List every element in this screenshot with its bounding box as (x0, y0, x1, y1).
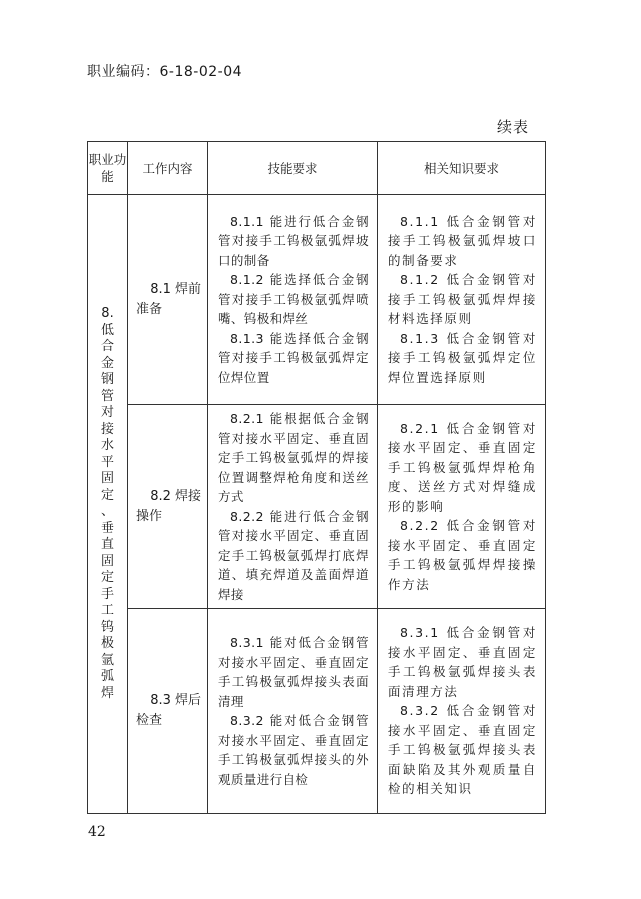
function-char: 水 (100, 438, 114, 453)
skill-cell (208, 195, 378, 405)
function-char: 接 (100, 421, 114, 437)
function-char: 钨 (100, 619, 114, 635)
occupation-code: 职业编码：6-18-02-04 (87, 64, 243, 80)
header-knowledge: 相关知识要求 (378, 142, 546, 195)
function-char: 工 (100, 603, 114, 618)
task-title-cont: 检查 (136, 713, 163, 728)
function-char: 低 (100, 322, 114, 338)
function-number: 8. (101, 306, 114, 321)
function-char: 直 (100, 537, 114, 552)
knowledge-item: 8.1.2 低合金钢管对接手工钨极氩弧焊焊接材料选择原则 (388, 272, 537, 327)
skill-item: 8.2.2 能进行低合金钢管对接水平固定、垂直固定手工钨极氩弧焊打底焊道、填充焊道及盖面焊道焊接 (218, 508, 369, 602)
function-char: 固 (100, 553, 114, 569)
table-row (88, 609, 546, 814)
function-char: 钢 (100, 372, 114, 387)
knowledge-cell (378, 609, 546, 814)
function-char: 平 (100, 454, 114, 470)
task-cell (128, 195, 208, 405)
function-char: 合 (100, 339, 114, 354)
skill-item: 8.3.2 能对低合金钢管对接水平固定、垂直固定手工钨极氩弧焊接头的外观质量进行自检 (218, 713, 369, 787)
skill-cell (208, 405, 378, 609)
knowledge-item: 8.2.2 低合金钢管对接水平固定、垂直固定手工钨极氩弧焊焊接操作方法 (388, 518, 537, 592)
function-char: 金 (100, 355, 114, 371)
skills-table (87, 141, 546, 814)
task-cell (128, 405, 208, 609)
knowledge-cell (378, 405, 546, 609)
function-char: 、 (100, 504, 114, 519)
task-title-cont: 准备 (136, 301, 163, 317)
continued-label: 续表 (497, 118, 530, 136)
skill-item: 8.3.1 能对低合金钢管对接水平固定、垂直固定手工钨极氩弧焊接头表面清理 (218, 635, 369, 709)
task-title: 8.3 焊后 (150, 693, 201, 708)
skill-item: 8.1.1 能进行低合金钢管对接手工钨极氩弧焊坡口的制备 (218, 213, 369, 268)
function-cell (88, 195, 128, 814)
header-function: 职业功能 (88, 142, 128, 195)
function-char: 手 (100, 586, 114, 602)
function-char: 垂 (100, 520, 114, 536)
skill-item: 8.1.3 能选择低合金钢管对接手工钨极氩弧焊定位焊位置 (218, 330, 369, 385)
function-char: 对 (100, 405, 114, 420)
function-char: 固 (100, 471, 114, 486)
table-header-row (88, 142, 546, 195)
knowledge-item: 8.3.1 低合金钢管对接水平固定、垂直固定手工钨极氩弧焊接头表面清理方法 (388, 625, 537, 699)
header-skill: 技能要求 (208, 142, 378, 195)
task-title-cont: 操作 (136, 508, 163, 524)
task-cell (128, 609, 208, 814)
function-char: 焊 (100, 685, 114, 701)
skill-cell (208, 609, 378, 814)
knowledge-item: 8.1.3 低合金钢管对接手工钨极氩弧焊定位焊位置选择原则 (388, 330, 537, 385)
skill-item: 8.1.2 能选择低合金钢管对接手工钨极氩弧焊喷嘴、钨极和焊丝 (218, 272, 369, 327)
header-task: 工作内容 (128, 142, 208, 195)
knowledge-item: 8.3.2 低合金钢管对接水平固定、垂直固定手工钨极氩弧焊接头表面缺陷及其外观质量自检的相关知识 (388, 703, 537, 797)
knowledge-item: 8.2.1 低合金钢管对接水平固定、垂直固定手工钨极氩弧焊焊枪角度、送丝方式对焊缝成形的影响 (388, 420, 537, 514)
task-title: 8.1 焊前 (150, 281, 201, 297)
function-char: 定 (100, 570, 114, 585)
function-char: 定 (100, 487, 114, 503)
task-title: 8.2 焊接 (150, 488, 201, 504)
function-char: 弧 (100, 669, 114, 684)
page-number: 42 (88, 824, 106, 840)
knowledge-item: 8.1.1 低合金钢管对接手工钨极氩弧焊坡口的制备要求 (388, 213, 537, 268)
skill-item: 8.2.1 能根据低合金钢管对接水平固定、垂直固定手工钨极氩弧焊的焊接位置调整焊枪角度和送丝方式 (218, 411, 369, 504)
function-char: 氩 (100, 652, 114, 668)
table-row (88, 195, 546, 405)
function-char: 极 (100, 636, 114, 651)
knowledge-cell (378, 195, 546, 405)
table-row (88, 405, 546, 609)
function-char: 管 (100, 388, 114, 404)
